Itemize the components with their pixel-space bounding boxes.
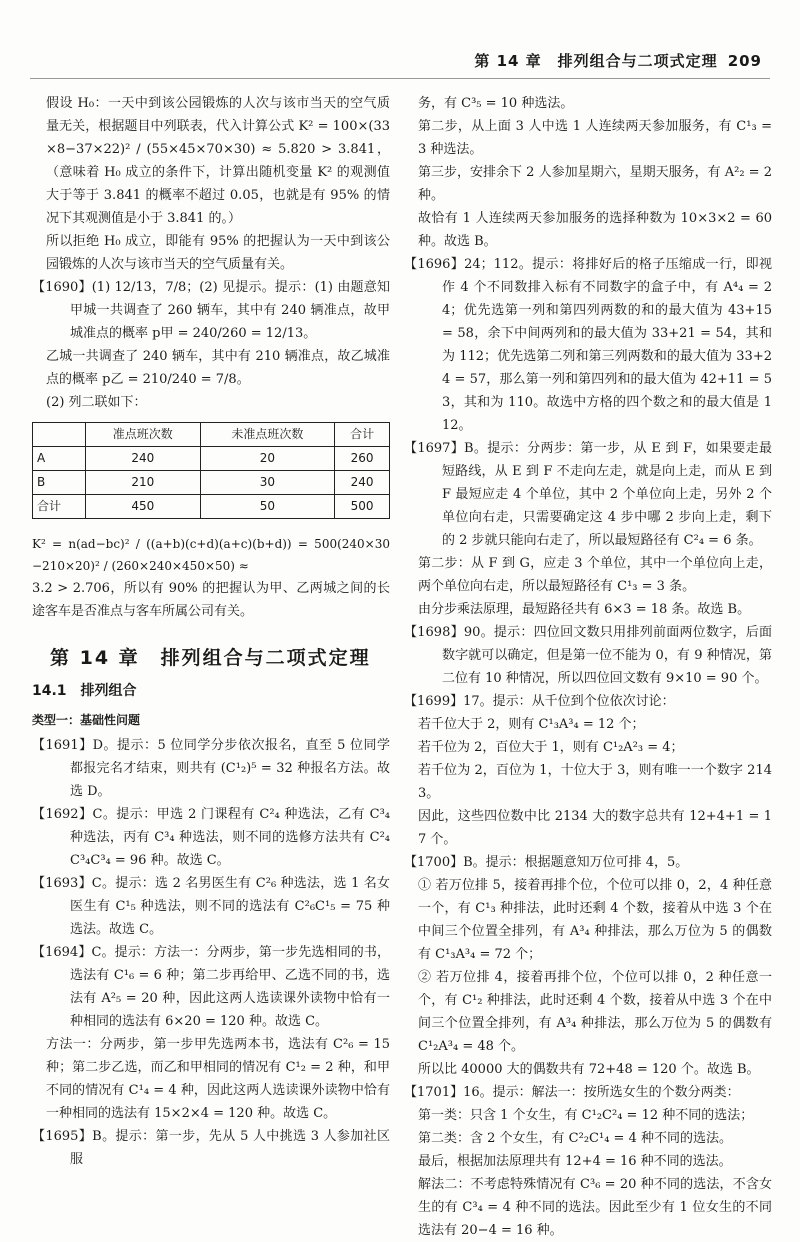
k2-formula: K² = n(ad−bc)² / ((a+b)(c+d)(a+c)(b+d)) = 500(240×30−210×20)² / (260×240×450×50) ≈	[32, 537, 390, 573]
contingency-table	[32, 422, 390, 519]
page-number: 209	[727, 52, 762, 70]
type-heading: 类型一：基础性问题	[32, 713, 141, 727]
table-cell: 240	[86, 447, 201, 471]
paragraph: 第三步，安排余下 2 人参加星期六，星期天服务，有 A²₂ = 2 种。	[418, 165, 772, 203]
header-chapter-title: 第 14 章 排列组合与二项式定理	[474, 52, 718, 70]
paragraph: 第二步，从上面 3 人中选 1 人连续两天参加服务，有 C¹₃ = 3 种选法。	[418, 119, 772, 157]
paragraph: 3.2 > 2.706，所以有 90% 的把握认为甲、乙两城之间的长途客车是否准点与客车所属公司有关。	[32, 581, 390, 619]
table-row	[33, 495, 390, 519]
header-rule	[30, 78, 770, 79]
table-cell: 260	[335, 447, 390, 471]
table-cell: A	[33, 447, 86, 471]
paragraph: 假设 H₀：一天中到该公园锻炼的人次与该市当天的空气质量无关，根据题目中列联表，代入计算公式 K² = 100×(33×8−37×22)² / (55×45×70×30) ≈ 5.820 > 3.841，（意味着 H₀ 成立的条件下，计算出随机变量 K² 的观测值大于等于 3.841 的概率不超过 0.05，也就是有 95% 的情况下其观测值是小于 3.841 的。）	[46, 96, 390, 226]
table-header-row	[33, 423, 390, 447]
chapter-heading: 第 14 章 排列组合与二项式定理	[50, 647, 371, 669]
table-header-cell	[33, 423, 86, 447]
answer-1692: 【1692】C。提示：甲选 2 门课程有 C²₄ 种选法，乙有 C³₄ 种选法，丙有 C³₄ 种选法，则不同的选修方法共有 C²₄C³₄C³₄ = 96 种。故选 C。	[32, 807, 390, 868]
table-cell: B	[33, 471, 86, 495]
answer-1691: 【1691】D。提示：5 位同学分步依次报名，直至 5 位同学都报完名才结束，则共有 (C¹₂)⁵ = 32 种报名方法。故选 D。	[32, 738, 390, 799]
paragraph: 若千位为 2，百位大于 1，则有 C¹₂A²₃ = 4；	[418, 740, 684, 755]
answer-1690: 【1690】(1) 12/13，7/8；(2) 见提示。提示：(1) 由题意知甲城一共调查了 260 辆车，其中有 240 辆准点，故甲城准点的概率 p甲 = 240/260 = 12/13。	[32, 280, 390, 341]
table-cell: 210	[86, 471, 201, 495]
right-column	[404, 92, 772, 1242]
paragraph: ② 若万位排 4，接着再排个位，个位可以排 0，2 种任意一个，有 C¹₂ 种排法，此时还剩 4 个数，接着从中选 3 个在中间三个位置全排列，有 A³₄ 种排法，那么万位为 5 的偶数有 C¹₂A³₄ = 48 个。	[418, 970, 772, 1054]
table-cell: 合计	[33, 495, 86, 519]
table-header-cell: 未准点班次数	[200, 423, 335, 447]
paragraph: 第二类：含 2 个女生，有 C²₂C¹₄ = 4 种不同的选法。	[418, 1131, 732, 1146]
paragraph: ① 若万位排 5，接着再排个位，个位可以排 0，2，4 种任意一个，有 C¹₃ 种排法，此时还剩 4 个数，接着从中选 3 个在中间三个位置全排列，有 A³₄ 种排法，那么万位为 5 的偶数有 C¹₃A³₄ = 72 个；	[418, 878, 772, 962]
answer-1695: 【1695】B。提示：第一步，先从 5 人中挑选 3 人参加社区服	[32, 1129, 390, 1167]
table-row	[33, 447, 390, 471]
paragraph: 若千位为 2，百位为 1，十位大于 3，则有唯一一个数字 2143。	[418, 763, 772, 801]
table-cell: 240	[335, 471, 390, 495]
answer-1694: 【1694】C。提示：方法一：分两步，第一步先选相同的书，选法有 C¹₆ = 6 种；第二步再给甲、乙选不同的书，选法有 A²₅ = 20 种，因此这两人选读课外读物中恰有一种相同的选法有 6×20 = 120 种。故选 C。	[32, 945, 390, 1029]
table-row	[33, 471, 390, 495]
paragraph: 由分步乘法原理，最短路径共有 6×3 = 18 条。故选 B。	[418, 602, 751, 617]
running-header	[474, 50, 762, 71]
answer-1697: 【1697】B。提示：分两步：第一步，从 E 到 F，如果要走最短路线，从 E 到 F 不走向左走，就是向上走，而从 E 到 F 最短应走 4 个单位，其中 2 个单位向上走，另外 2 个单位向右走，只需要确定这 4 步中哪 2 步向上走，剩下的 2 步就只能向右走了，所以最短路径有 C²₄ = 6 条。	[404, 441, 772, 548]
paragraph: 所以比 40000 大的偶数共有 72+48 = 120 个。故选 B。	[418, 1062, 760, 1077]
answer-1699: 【1699】17。提示：从千位到个位依次讨论：	[404, 694, 675, 709]
answer-1700: 【1700】B。提示：根据题意知万位可排 4，5。	[404, 855, 689, 870]
answer-1698: 【1698】90。提示：四位回文数只用排列前面两位数字，后面数字就可以确定，但是第一位不能为 0，有 9 种情况，第二位有 10 种情况，所以四位回文数有 9×10 = 90 个。	[404, 625, 772, 686]
table-cell: 50	[200, 495, 335, 519]
table-header-cell: 准点班次数	[86, 423, 201, 447]
paragraph: 第二步：从 F 到 G，应走 3 个单位，其中一个单位向上走，两个单位向右走，所以最短路径有 C¹₃ = 3 条。	[418, 556, 772, 594]
paragraph: 第一类：只含 1 个女生，有 C¹₂C²₄ = 12 种不同的选法；	[418, 1108, 754, 1123]
paragraph: 解法二：不考虑特殊情况有 C³₆ = 20 种不同的选法，不含女生的有 C³₄ = 4 种不同的选法。因此至少有 1 位女生的不同选法有 20−4 = 16 种。	[418, 1177, 772, 1238]
table-cell: 450	[86, 495, 201, 519]
table-cell: 500	[335, 495, 390, 519]
table-cell: 20	[200, 447, 335, 471]
paragraph: 务，有 C³₅ = 10 种选法。	[418, 96, 574, 111]
section-heading: 14.1 排列组合	[32, 683, 137, 699]
paragraph: (2) 列二联如下：	[46, 395, 147, 410]
paragraph: 所以拒绝 H₀ 成立，即能有 95% 的把握认为一天中到该公园锻炼的人次与该市当天的空气质量有关。	[46, 234, 390, 272]
paragraph: 最后，根据加法原理共有 12+4 = 16 种不同的选法。	[418, 1154, 732, 1169]
left-column	[32, 92, 390, 1171]
paragraph: 因此，这些四位数中比 2134 大的数字总共有 12+4+1 = 17 个。	[418, 809, 772, 847]
paragraph: 乙城一共调查了 240 辆车，其中有 210 辆准点，故乙城准点的概率 p乙 = 210/240 = 7/8。	[46, 349, 390, 387]
table-header-cell: 合计	[335, 423, 390, 447]
answer-1693: 【1693】C。提示：选 2 名男医生有 C²₆ 种选法，选 1 名女医生有 C¹₅ 种选法，则不同的选法有 C²₆C¹₅ = 75 种选法。故选 C。	[32, 876, 390, 937]
table-cell: 30	[200, 471, 335, 495]
paragraph: 若千位大于 2，则有 C¹₃A³₄ = 12 个；	[418, 717, 645, 732]
answer-1696: 【1696】24；112。提示：将排好后的格子压缩成一行，即视作 4 个不同数排入标有不同数字的盒子中，有 A⁴₄ = 24；优先选第一列和第四列两数的和的最大值为 43+15 = 58，余下中间两列和的最大值为 33+21 = 54，其和为 112；优先选第二列和第三列两数和的最大值为 33+24 = 57，那么第一列和第四列和的最大值为 42+11 = 53，其和为 110。故选中方格的四个数之和的最大值是 112。	[404, 257, 772, 433]
answer-1701: 【1701】16。提示：解法一：按所选女生的个数分两类：	[404, 1085, 740, 1100]
paragraph: 方法一：分两步，第一步甲先选两本书，选法有 C²₆ = 15 种；第二步乙选，而乙和甲相同的情况有 C¹₂ = 2 种，和甲不同的情况有 C¹₄ = 4 种，因此这两人选读课外读物中恰有一种相同的选法有 15×2×4 = 120 种。故选 C。	[46, 1037, 390, 1121]
paragraph: 故恰有 1 人连续两天参加服务的选择种数为 10×3×2 = 60 种。故选 B。	[418, 211, 772, 249]
